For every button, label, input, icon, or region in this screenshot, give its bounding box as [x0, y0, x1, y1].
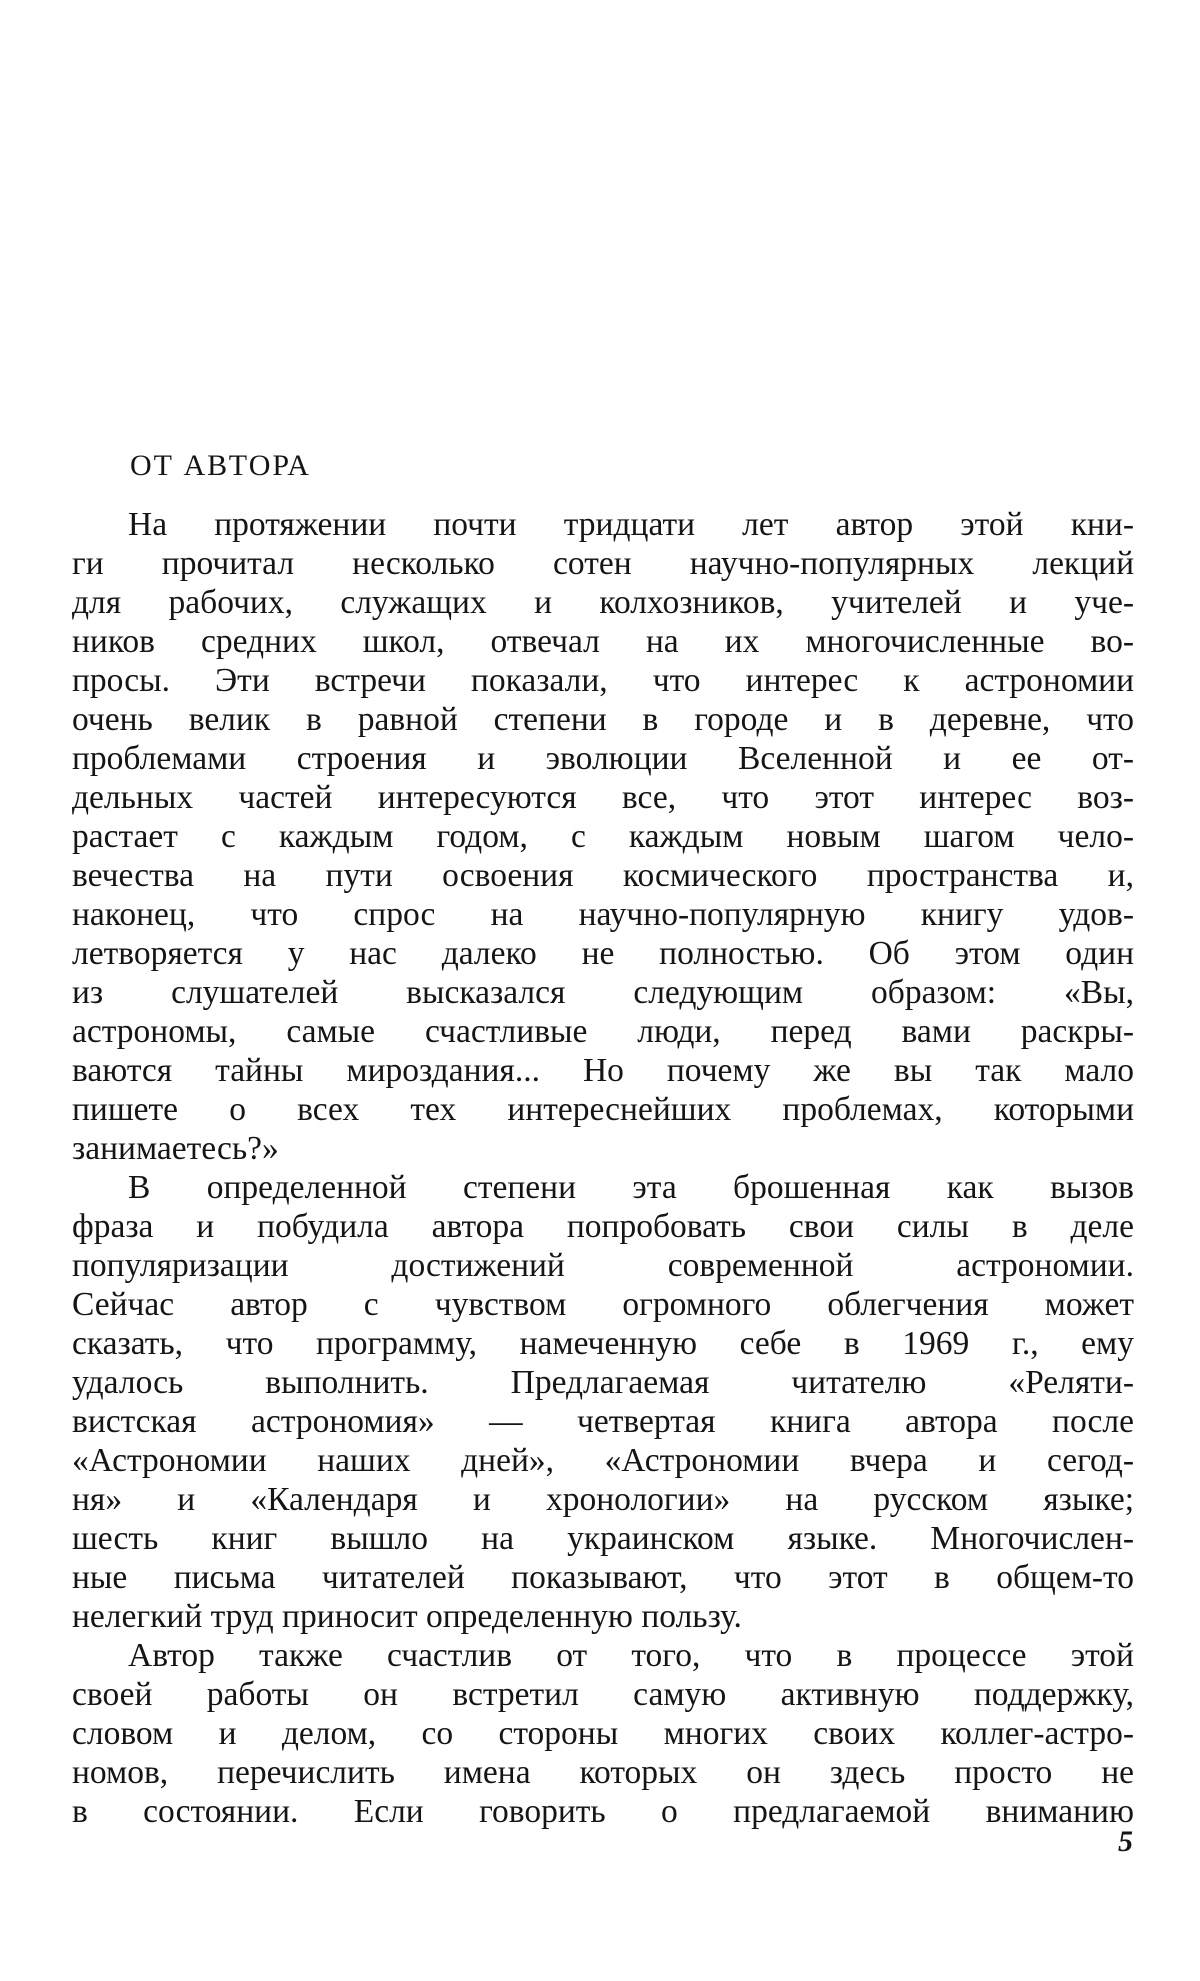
text-line: астрономы, самые счастливые люди, перед вами раскры-	[72, 1013, 1134, 1050]
page-number: 5	[1118, 1825, 1133, 1858]
text-line: очень велик в равной степени в городе и в деревне, что	[72, 701, 1134, 738]
text-line: ваются тайны мироздания... Но почему же вы так мало	[72, 1052, 1134, 1089]
text-line: пишете о всех тех интереснейших проблемах, которыми	[72, 1091, 1134, 1128]
text-line: проблемами строения и эволюции Вселенной и ее от-	[72, 740, 1134, 777]
text-line: В определенной степени эта брошенная как вызов	[128, 1169, 1134, 1206]
text-line: На протяжении почти тридцати лет автор этой кни-	[128, 506, 1134, 543]
text-line: занимаетесь?»	[72, 1130, 279, 1167]
text-line: удалось выполнить. Предлагаемая читателю «Реляти-	[72, 1364, 1134, 1401]
text-line: шесть книг вышло на украинском языке. Многочислен-	[72, 1520, 1134, 1557]
text-line: ные письма читателей показывают, что этот в общем-то	[72, 1559, 1134, 1596]
text-line: просы. Эти встречи показали, что интерес к астрономии	[72, 662, 1134, 699]
text-line: Автор также счастлив от того, что в процессе этой	[128, 1637, 1134, 1674]
text-line: в состоянии. Если говорить о предлагаемой вниманию	[72, 1793, 1134, 1830]
text-line: наконец, что спрос на научно-популярную книгу удов-	[72, 896, 1134, 933]
section-heading: ОТ АВТОРА	[130, 449, 311, 482]
text-line: из слушателей высказался следующим образом: «Вы,	[72, 974, 1134, 1011]
text-line: Сейчас автор с чувством огромного облегчения может	[72, 1286, 1134, 1323]
text-line: «Астрономии наших дней», «Астрономии вчера и сегод-	[72, 1442, 1134, 1479]
text-line: нелегкий труд приносит определенную пользу.	[72, 1598, 742, 1635]
text-line: фраза и побудила автора попробовать свои силы в деле	[72, 1208, 1134, 1245]
text-line: своей работы он встретил самую активную поддержку,	[72, 1676, 1134, 1713]
text-line: ня» и «Календаря и хронологии» на русском языке;	[72, 1481, 1134, 1518]
text-line: растает с каждым годом, с каждым новым шагом чело-	[72, 818, 1134, 855]
body-text	[72, 505, 1134, 1831]
text-line: для рабочих, служащих и колхозников, учителей и уче-	[72, 584, 1134, 621]
text-line: дельных частей интересуются все, что этот интерес воз-	[72, 779, 1134, 816]
text-line: вистская астрономия» — четвертая книга автора после	[72, 1403, 1134, 1440]
text-line: номов, перечислить имена которых он здесь просто не	[72, 1754, 1134, 1791]
text-line: популяризации достижений современной астрономии.	[72, 1247, 1134, 1284]
text-line: сказать, что программу, намеченную себе в 1969 г., ему	[72, 1325, 1134, 1362]
text-line: ги прочитал несколько сотен научно-популярных лекций	[72, 545, 1134, 582]
text-line: словом и делом, со стороны многих своих коллег-астро-	[72, 1715, 1134, 1752]
text-line: летворяется у нас далеко не полностью. Об этом один	[72, 935, 1134, 972]
text-line: вечества на пути освоения космического пространства и,	[72, 857, 1134, 894]
text-line: ников средних школ, отвечал на их многочисленные во-	[72, 623, 1134, 660]
